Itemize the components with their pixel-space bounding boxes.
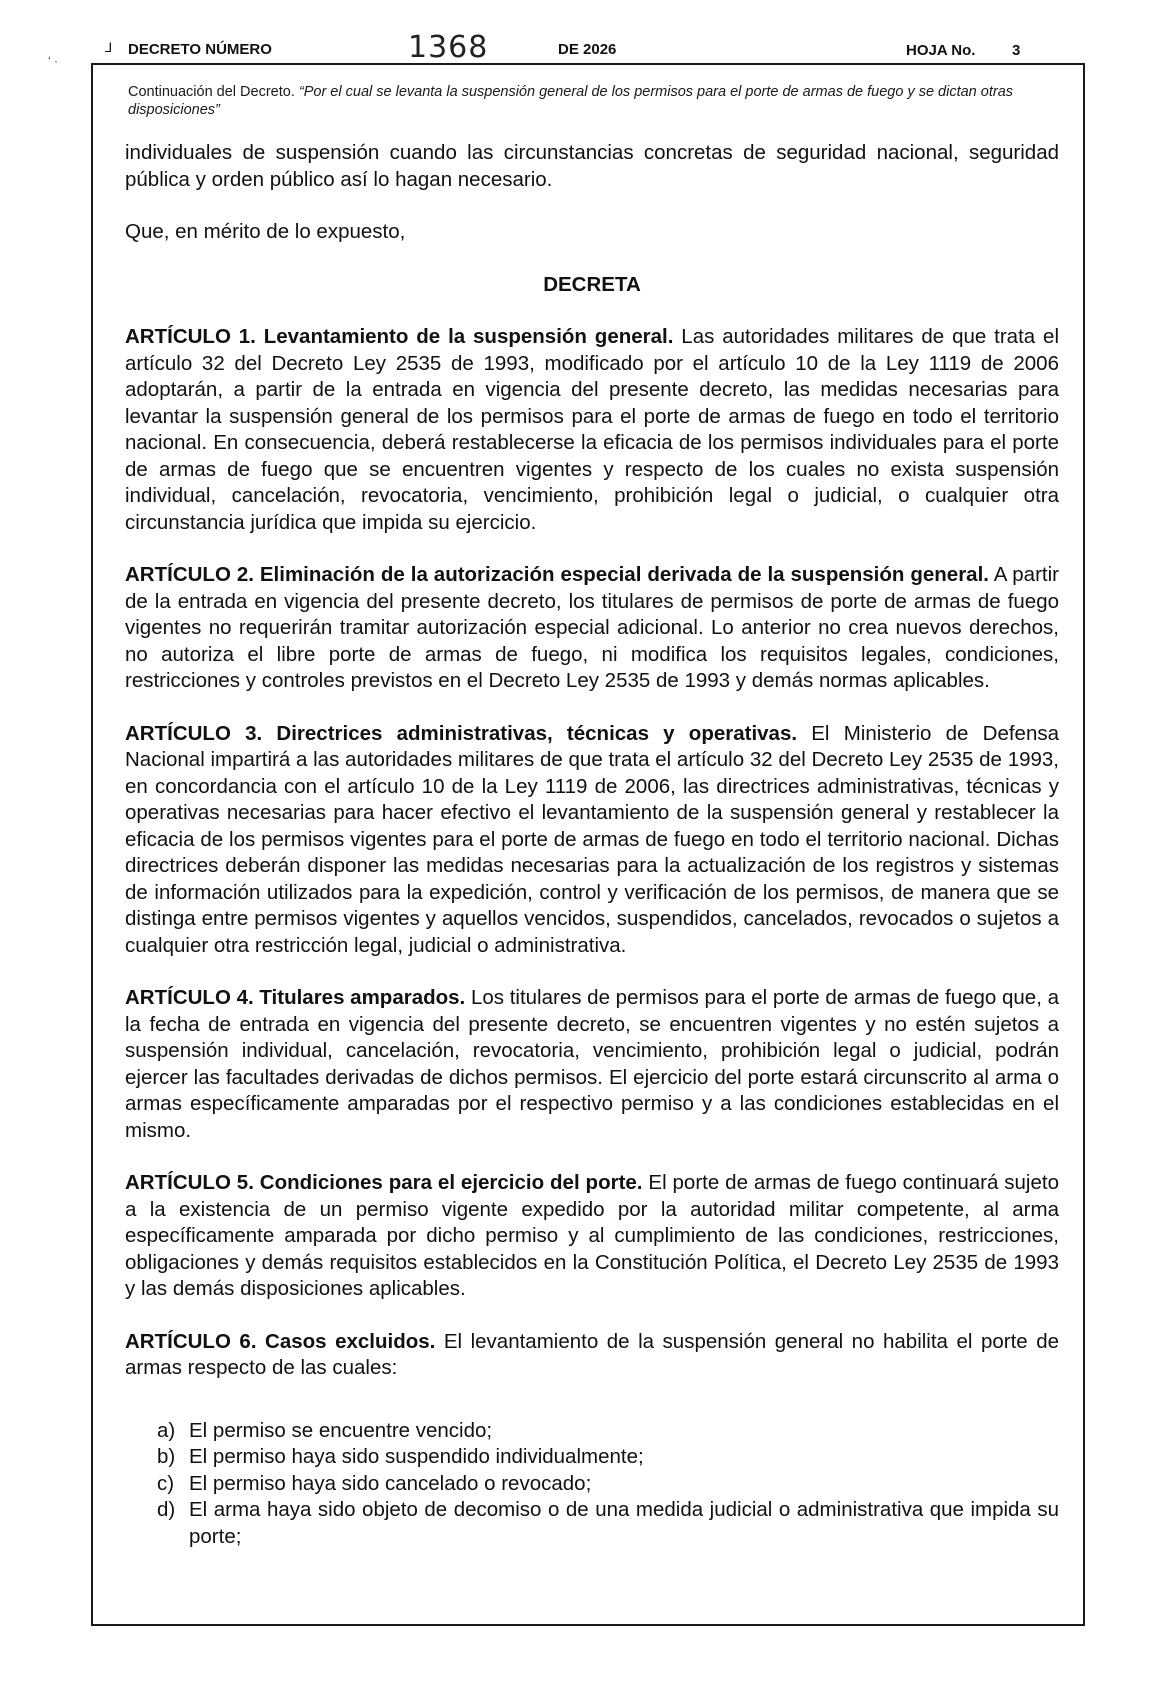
header-mark: ⅃ [105,40,113,55]
article-3 [125,721,1059,960]
list-item [125,1471,1059,1498]
article-text: Las autoridades militares de que trata el artículo 32 del Decreto Ley 2535 de 1993, modificado por el artículo 10 de la Ley 1119 de 2006 adoptarán, a partir de la entrada en vigencia del presente decreto, las medidas necesarias para levantar la suspensión general de los permisos para el porte de armas de fuego en todo el territorio nacional. En consecuencia, deberá restablecerse la eficacia de los permisos individuales para el porte de armas de fuego que se encuentren vigentes y respecto de los cuales no exista suspensión individual, cancelación, revocatoria, vencimiento, prohibición legal o judicial, o cualquier otra circunstancia jurídica que impida su ejercicio. [125,325,1059,534]
article-heading: ARTÍCULO 3. Directrices administrativas, técnicas y operativas. [125,721,798,745]
list-item [125,1444,1059,1471]
article-heading: ARTÍCULO 5. Condiciones para el ejercicio del porte. [125,1171,643,1194]
article-text: A partir de la entrada en vigencia del presente decreto, los titulares de permisos de porte de armas de fuego vigentes no requerirán tramitar autorización especial adicional. Lo anterior no crea nuevos derechos, no autoriza el libre porte de armas de fuego, ni modifica los requisitos legales, condiciones, restricciones y controles previstos en el Decreto Ley 2535 de 1993 y demás normas aplicables. [125,563,1059,692]
list-item [125,1497,1059,1550]
article-6 [125,1329,1059,1382]
list-marker: b) [157,1445,176,1468]
decree-year: DE 2026 [558,41,617,58]
page-header [0,30,1170,66]
excluded-cases-list [125,1418,1059,1551]
article-text: Los titulares de permisos para el porte de armas de fuego que, a la fecha de entrada en vigencia del presente decreto, se encuentren vigentes y no estén sujetos a suspensión individual, cancelación, revocatoria, vencimiento, prohibición legal o judicial, podrán ejercer las facultades derivadas de dichos permisos. El ejercicio del porte estará circunscrito al arma o armas específicamente amparadas por el respectivo permiso y a las condiciones establecidas en el mismo. [125,986,1059,1142]
sheet-label: HOJA No. [906,42,976,59]
sheet-number: 3 [1012,42,1021,59]
decree-number-label: DECRETO NÚMERO [128,41,272,58]
article-text: El Ministerio de Defensa Nacional impartirá a las autoridades militares de que trata el artículo 32 del Decreto Ley 2535 de 1993, en concordancia con el artículo 10 de la Ley 1119 de 2006, las directrices administrativas, técnicas y operativas necesarias para hacer efectivo el levantamiento de la suspensión general y restablecer la eficacia de los permisos vigentes para el porte de armas de fuego en todo el territorio nacional. Dichas directrices deberán disponer las medidas necesarias para la actualización de los registros y sistemas de información utilizados para la expedición, control y verificación de los permisos, de manera que se distinga entre permisos vigentes y aquellos vencidos, suspendidos, cancelados, revocados o sujetos a cualquier otra restricción legal, judicial o administrativa. [125,721,1059,957]
article-text: El porte de armas de fuego continuará sujeto a la existencia de un permiso vigente expedido por la autoridad militar competente, al arma específicamente amparada por dicho permiso y al cumplimiento de las condiciones, restricciones, obligaciones y demás requisitos establecidos en la Constitución Política, el Decreto Ley 2535 de 1993 y las demás disposiciones aplicables. [125,1171,1059,1300]
decree-number: 1368 [408,30,489,65]
continuation-title: “Por el cual se levanta la suspensión general de los permisos para el porte de armas de fuego y se dictan otras disposiciones” [128,84,1014,118]
merit-paragraph: Que, en mérito de lo expuesto, [125,220,406,243]
list-item-text: El permiso se encuentre vencido; [189,1418,493,1442]
article-4 [125,985,1059,1144]
article-1 [125,324,1059,536]
carryover-paragraph: individuales de suspensión cuando las circunstancias concretas de seguridad nacional, seguridad pública y orden público así lo hagan necesario. [125,141,1059,191]
list-marker: d) [157,1498,176,1521]
list-marker: c) [157,1471,175,1495]
article-heading: ARTÍCULO 6. Casos excluidos. [125,1329,436,1353]
list-item [125,1418,1059,1445]
article-heading: ARTÍCULO 2. Eliminación de la autorización especial derivada de la suspensión general. [125,563,989,586]
scan-specks: ‘ · [48,54,58,68]
article-heading: ARTÍCULO 4. Titulares amparados. [125,986,466,1009]
article-heading: ARTÍCULO 1. Levantamiento de la suspensión general. [125,325,674,348]
article-2 [125,562,1059,695]
continuation-note [128,83,1068,119]
decreta-heading: DECRETA [543,272,641,296]
list-item-text: El permiso haya sido cancelado o revocado; [189,1471,592,1495]
continuation-prefix: Continuación del Decreto. [128,84,295,100]
document-body [125,140,1059,1550]
list-item-text: El arma haya sido objeto de decomiso o de una medida judicial o administrativa que impida su porte; [189,1498,1059,1548]
article-5 [125,1170,1059,1303]
list-marker: a) [157,1418,176,1442]
article-text: El levantamiento de la suspensión general no habilita el porte de armas respecto de las cuales: [125,1329,1059,1379]
list-item-text: El permiso haya sido suspendido individualmente; [189,1445,644,1468]
